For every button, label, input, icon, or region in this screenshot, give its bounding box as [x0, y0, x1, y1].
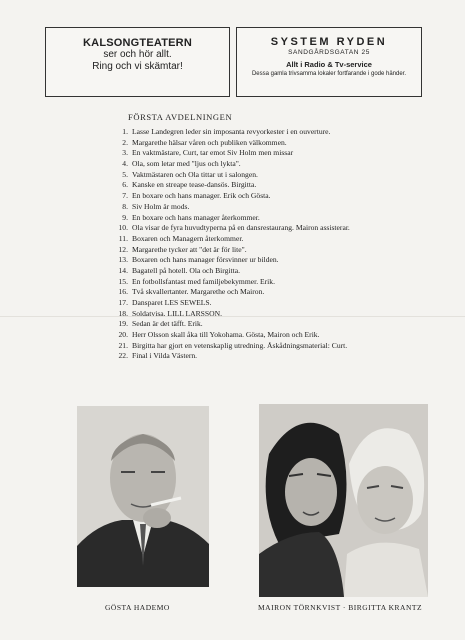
program-item-text: Boxaren och hans manager försvinner ur bilden.	[132, 255, 279, 265]
program-item-text: Herr Olsson skall åka till Yokohama. Gösta, Mairon och Erik.	[132, 330, 320, 340]
program-item	[110, 341, 350, 352]
program-item	[110, 223, 350, 234]
program-item	[110, 138, 350, 149]
program-item-number: 16.	[118, 287, 128, 297]
program-item-number: 19.	[118, 319, 128, 329]
program-item	[110, 255, 350, 266]
program-item-text: Lasse Landegren leder sin imposanta revyorkester i en ouverture.	[132, 127, 331, 136]
system-ryden-slogan: Allt i Radio & Tv-service	[286, 60, 372, 69]
program-item-text: En vaktmästare, Curt, tar emot Siv Holm men missar	[132, 148, 294, 158]
photo-caption-right: MAIRON TÖRNKVIST · BIRGITTA KRANTZ	[258, 603, 423, 612]
portrait-photo-man	[77, 406, 209, 587]
program-item-text: Siv Holm är mods.	[132, 201, 190, 211]
program-item-number: 21.	[118, 340, 128, 350]
program-item-text: Soldatvisa. LILL LARSSON.	[132, 308, 222, 318]
program-item-number: 8.	[122, 201, 128, 211]
program-item	[110, 180, 350, 191]
program-item	[110, 277, 350, 288]
program-item-text: Margarethe tycker att "det är för lite".	[132, 244, 247, 254]
program-item	[110, 234, 350, 245]
photo-caption-left: GÖSTA HADEMO	[105, 603, 170, 612]
program-item-text: Margarethe hälsar våren och publiken välkommen.	[132, 137, 287, 147]
portrait-photo-women	[259, 404, 428, 597]
program-item-text: En boxare och hans manager återkommer.	[132, 212, 260, 222]
program-item-number: 7.	[122, 191, 128, 201]
kalsongteatern-title: KALSONGTEATERN	[83, 37, 192, 49]
program-item-number: 14.	[118, 265, 128, 275]
program-item-text: Bagatell på hotell. Ola och Birgitta.	[132, 265, 241, 275]
section-heading: FÖRSTA AVDELNINGEN	[128, 112, 233, 122]
program-item-text: Ola, som letar med "ljus och lykta".	[132, 159, 241, 169]
program-item-text: Kanske en streape tease-dansös. Birgitta.	[132, 180, 257, 190]
kalsongteatern-line-2: Ring och vi skämtar!	[92, 61, 183, 72]
program-item	[110, 170, 350, 181]
program-item-number: 4.	[122, 159, 128, 169]
program-item-number: 11.	[118, 233, 128, 243]
program-item-text: En fotbollsfantast med familjebekymmer. Erik.	[132, 276, 275, 286]
program-item	[110, 351, 350, 362]
program-item-number: 17.	[118, 298, 128, 307]
kalsongteatern-line-1: ser och hör allt.	[103, 49, 172, 60]
kalsongteatern-ad	[45, 27, 230, 97]
program-item	[110, 330, 350, 341]
program-item-text: Final i Vilda Västern.	[132, 351, 198, 361]
system-ryden-address: SANDGÅRDSGATAN 25	[288, 49, 370, 56]
program-item-number: 2.	[122, 137, 128, 147]
system-ryden-title: SYSTEM RYDEN	[270, 36, 388, 48]
program-item-number: 10.	[118, 223, 128, 233]
program-item-number: 18.	[118, 308, 128, 318]
program-item-number: 9.	[122, 212, 128, 222]
program-item	[110, 309, 350, 320]
program-item	[110, 245, 350, 256]
program-item	[110, 319, 350, 330]
program-item-number: 1.	[122, 127, 128, 136]
program-item	[110, 266, 350, 277]
program-item-number: 3.	[122, 148, 128, 158]
program-item	[110, 148, 350, 159]
program-item-text: En boxare och hans manager. Erik och Gösta.	[132, 191, 271, 201]
program-item	[110, 298, 350, 309]
program-item	[110, 202, 350, 213]
program-item-text: Vaktmästaren och Ola tittar ut i salongen.	[132, 169, 258, 179]
program-item-text: Ola visar de fyra huvudtyperna på en dansrestaurang. Mairon assisterar.	[132, 223, 350, 233]
program-item-text: Boxaren och Managern återkommer.	[132, 233, 244, 243]
program-item-number: 6.	[122, 180, 128, 190]
program-item	[110, 287, 350, 298]
program-list	[110, 127, 350, 362]
program-item-number: 12.	[118, 244, 128, 254]
program-item-number: 5.	[122, 169, 128, 179]
program-item	[110, 191, 350, 202]
program-item-text: Dansparet LES SEWELS.	[132, 298, 212, 307]
program-item	[110, 159, 350, 170]
program-item-text: Två skvallertanter. Margarethe och Mairon.	[132, 287, 265, 297]
program-item-number: 22.	[118, 351, 128, 361]
program-item-number: 13.	[118, 255, 128, 265]
program-item	[110, 213, 350, 224]
system-ryden-ad	[236, 27, 422, 97]
program-item	[110, 127, 350, 138]
program-item-number: 20.	[118, 330, 128, 340]
program-item-text: Birgitta har gjort en vetenskaplig utredning. Åskådningsmaterial: Curt.	[132, 340, 348, 350]
program-item-text: Sedan är det täfft. Erik.	[132, 319, 203, 329]
system-ryden-note: Dessa gamla trivsamma lokaler fortfarande i gode händer.	[251, 71, 407, 77]
program-item-number: 15.	[118, 276, 128, 286]
